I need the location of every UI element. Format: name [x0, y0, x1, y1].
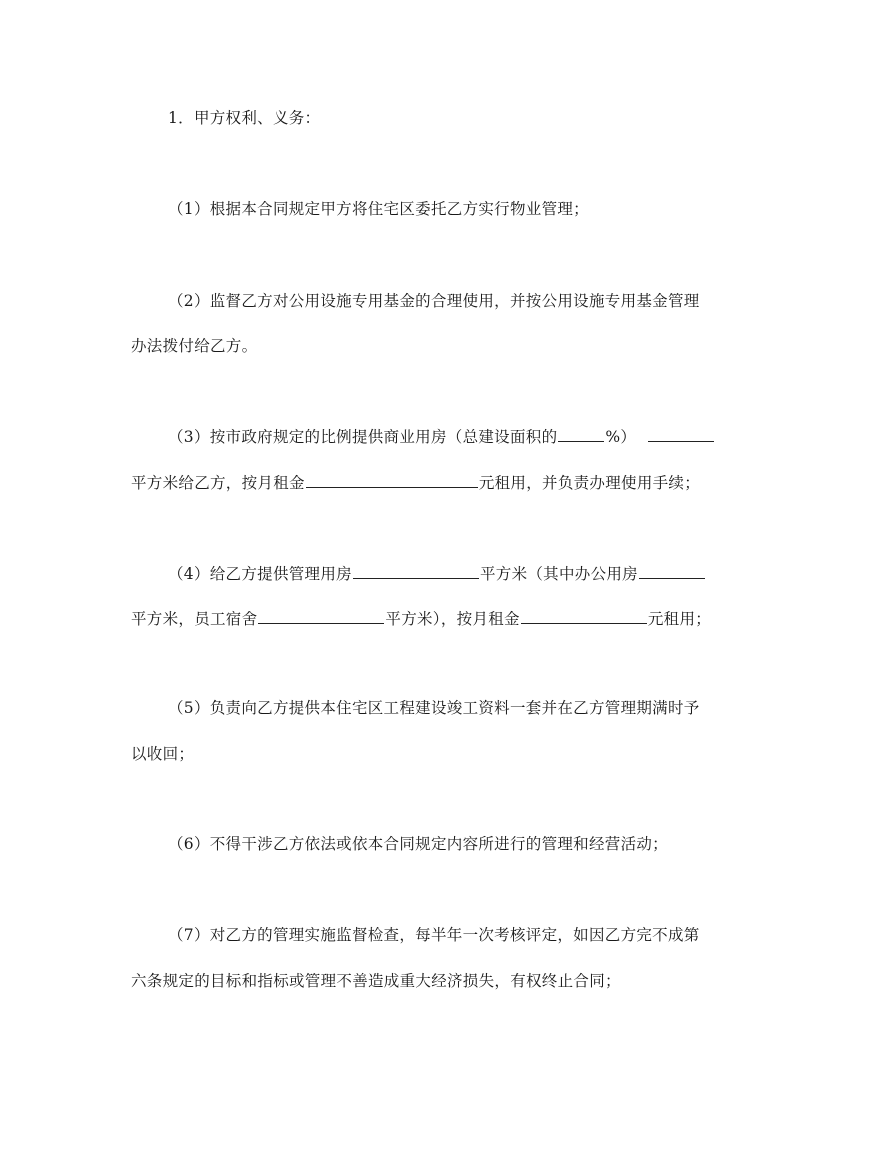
item-3-text-b: %）	[605, 428, 637, 446]
area-blank	[648, 426, 714, 442]
item-5-line-2: 以收回；	[131, 745, 195, 763]
dorm-blank	[258, 608, 384, 624]
item-4-line-2	[131, 608, 711, 629]
item-4-text-e: 元租用；	[647, 610, 712, 628]
item-4-text-c: 平方米，员工宿舍	[131, 610, 258, 628]
item-7-line-1: （7）对乙方的管理实施监督检查，每半年一次考核评定，如因乙方完不成第	[168, 926, 700, 944]
section-heading: 1．甲方权利、义务：	[168, 109, 321, 127]
mgmt-room-blank	[353, 563, 479, 579]
item-5-line-1: （5）负责向乙方提供本住宅区工程建设竣工资料一套并在乙方管理期满时予	[168, 699, 700, 717]
item-1-line-1: （1）根据本合同规定甲方将住宅区委托乙方实行物业管理；	[168, 200, 589, 218]
item-3-line-2	[131, 472, 700, 493]
monthly-rent-blank	[521, 608, 647, 624]
item-3-text-d: 元租用，并负责办理使用手续；	[478, 474, 701, 492]
item-2-line-1: （2）监督乙方对公用设施专用基金的合理使用，并按公用设施专用基金管理	[168, 292, 700, 310]
office-blank	[639, 563, 705, 579]
rent-blank	[306, 472, 478, 488]
item-4-text-d: 平方米），按月租金	[385, 610, 520, 628]
item-3-text-a: （3）按市政府规定的比例提供商业用房（总建设面积的	[168, 428, 558, 446]
item-7-line-2: 六条规定的目标和指标或管理不善造成重大经济损失，有权终止合同；	[131, 972, 621, 990]
item-3-line-1	[168, 426, 715, 447]
item-6-line-1: （6）不得干涉乙方依法或依本合同规定内容所进行的管理和经营活动；	[168, 835, 668, 853]
percent-blank	[558, 426, 604, 442]
item-4-text-b: 平方米（其中办公用房	[479, 565, 638, 583]
item-2-line-2: 办法拨付给乙方。	[131, 337, 258, 355]
item-4-text-a: （4）给乙方提供管理用房	[168, 565, 352, 583]
item-4-line-1	[168, 563, 706, 584]
item-3-text-c: 平方米给乙方，按月租金	[131, 474, 305, 492]
